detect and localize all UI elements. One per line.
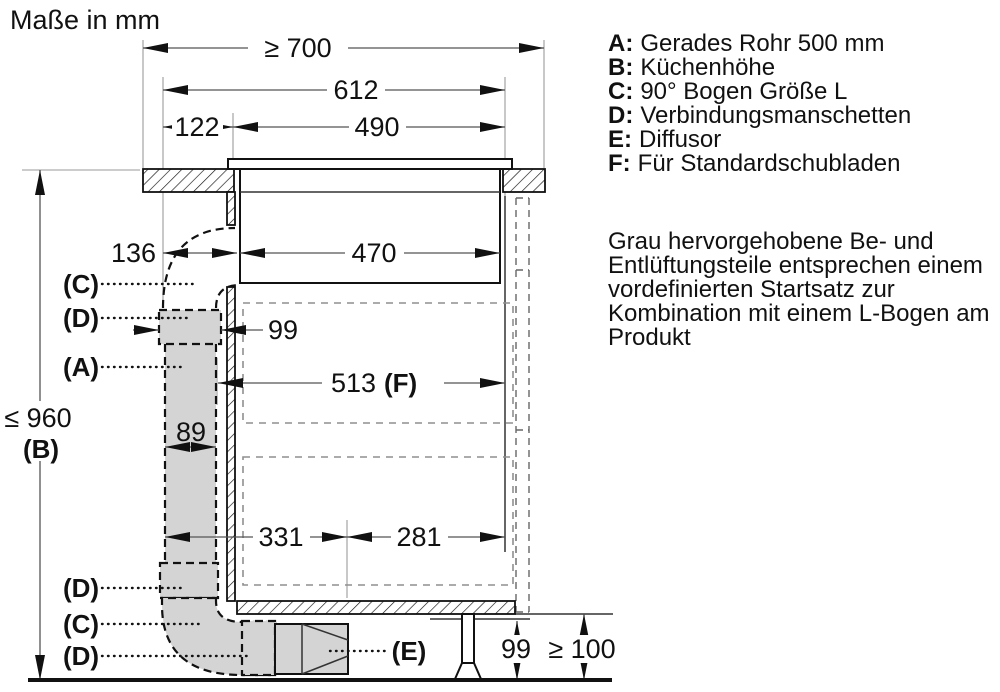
legend-key: F: <box>608 150 631 177</box>
legend-text: Für Standardschubladen <box>637 150 901 177</box>
cabinet-leg <box>462 614 474 663</box>
dim-front-segment: 281 <box>396 522 442 552</box>
dim-drawer-depth: 513 <box>330 368 376 398</box>
dim-kitchen-height: ≤ 960 <box>4 403 72 433</box>
sleeve-bottom <box>160 563 218 598</box>
dim-plinth-height: ≥ 100 <box>548 634 616 664</box>
sleeve-top <box>159 310 221 344</box>
label-elbow-top: (C) <box>62 269 100 299</box>
legend <box>608 32 911 176</box>
cabinet-wall <box>227 287 235 601</box>
dim-text-backgrounds <box>5 34 619 663</box>
legend-text: Gerades Rohr 500 mm <box>640 30 885 57</box>
dim-plinth-duct-height: 99 <box>500 634 532 664</box>
legend-text: Küchenhöhe <box>640 54 776 81</box>
label-elbow-bottom: (C) <box>62 609 100 639</box>
legend-key: A: <box>608 30 634 57</box>
dim-back-segment: 331 <box>258 522 304 552</box>
page-title: Maße in mm <box>10 5 161 35</box>
worktop-right <box>503 169 545 192</box>
legend-key: D: <box>608 102 634 129</box>
dim-elbow-depth: 136 <box>110 238 156 268</box>
legend-key: E: <box>608 126 632 153</box>
gray-duct-parts <box>159 310 348 675</box>
legend-key: C: <box>608 78 634 105</box>
dim-kitchen-height-ref: (B) <box>22 434 60 464</box>
label-sleeve-horizontal: (D) <box>62 641 100 671</box>
legend-item-c <box>608 80 911 104</box>
worktop-left <box>143 169 234 192</box>
rear-channel-dashed <box>516 198 529 612</box>
cabinet-foot <box>455 663 481 679</box>
legend-text: 90° Bogen Größe L <box>640 78 848 105</box>
label-diffusor: (E) <box>391 636 427 666</box>
dim-duct-to-cutout: 122 <box>174 112 220 142</box>
legend-text: Diffusor <box>639 126 722 153</box>
legend-item-f <box>608 152 911 176</box>
vertical-duct <box>165 344 216 563</box>
dim-duct-to-front: 612 <box>333 75 379 105</box>
dim-duct-width: 89 <box>175 417 207 447</box>
legend-item-a <box>608 32 911 56</box>
dim-drawer-depth-ref: (F) <box>384 368 418 398</box>
diffusor <box>275 624 348 674</box>
dim-hob-body-depth: 470 <box>351 238 397 268</box>
sleeve-horizontal <box>242 621 275 675</box>
legend-text: Verbindungsmanschetten <box>640 102 912 129</box>
legend-item-d <box>608 104 911 128</box>
gray-parts-note: Grau hervorgehobene Be- und Entlüftungsteile entsprechen einem vordefinierten Startsatz zur Kombination mit einem L-Bogen am Produkt <box>608 228 990 351</box>
legend-item-b <box>608 56 911 80</box>
dim-countertop-depth: ≥ 700 <box>264 33 332 63</box>
legend-item-e <box>608 128 911 152</box>
label-straight-pipe: (A) <box>62 352 100 382</box>
dim-cutout-depth: 490 <box>354 112 400 142</box>
legend-key: B: <box>608 54 634 81</box>
cabinet-wall-stub <box>227 192 235 225</box>
label-sleeve-bottom: (D) <box>62 573 100 603</box>
cabinet-base <box>237 601 515 614</box>
dim-sleeve-width: 99 <box>268 315 299 345</box>
label-sleeve-top: (D) <box>62 303 100 333</box>
hob-glass <box>228 159 512 169</box>
lower-drawer-outline <box>243 457 513 585</box>
